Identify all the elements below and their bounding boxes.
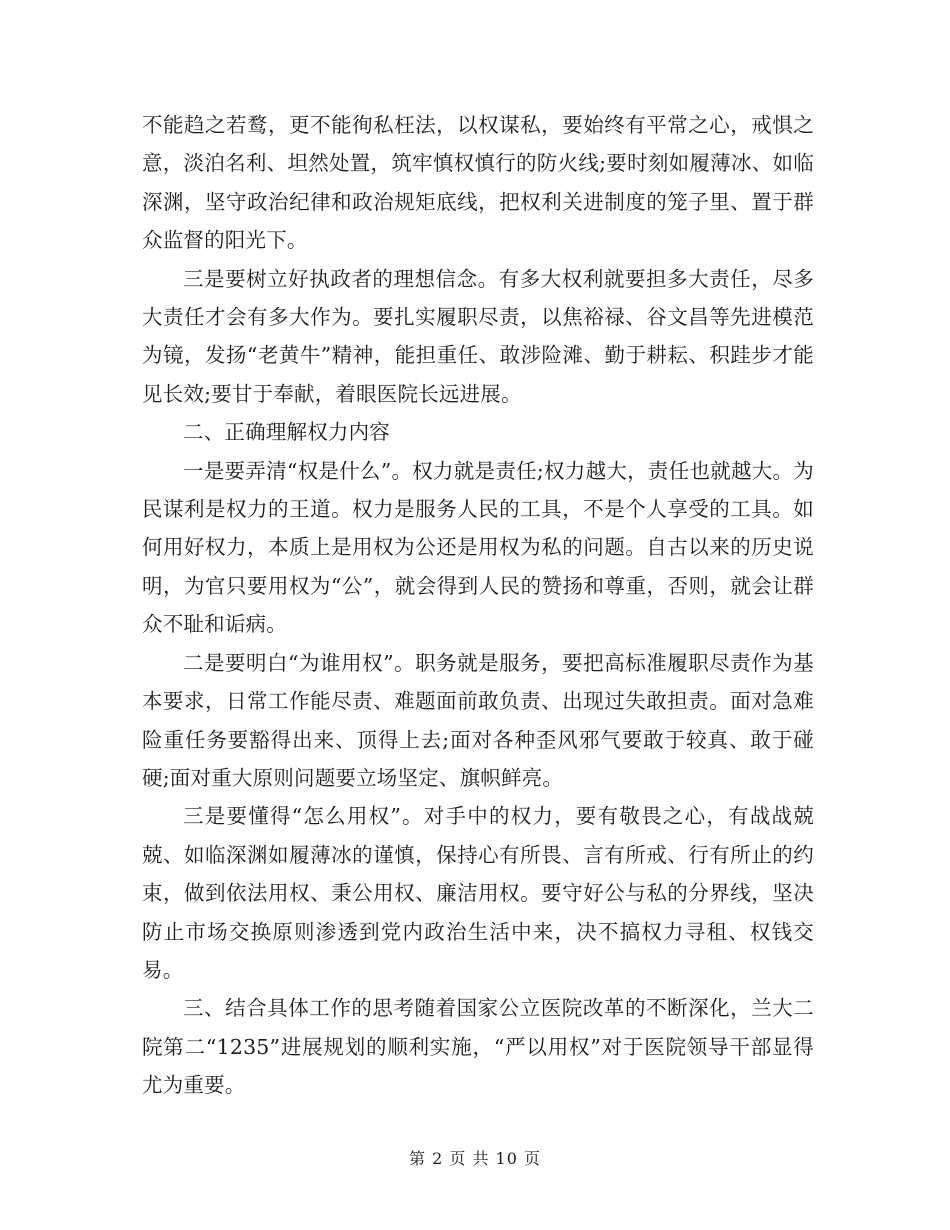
paragraph-how-to-use-power: 三是要懂得“怎么用权”。对手中的权力，要有敬畏之心，有战战兢兢、如临深渊如履薄冰的谨慎，保持心有所畏、言有所戒、行有所止的约束，做到依法用权、秉公用权、廉洁用权。要守好公与私的分界线，坚决防止市场交换原则渗透到党内政治生活中来，决不搞权力寻租、权钱交易。	[142, 804, 814, 982]
section-heading-3-paragraph: 三、结合具体工作的思考随着国家公立医院改革的不断深化，兰大二院第二“1235”进展规划的顺利实施，“严以用权”对于医院领导干部显得尤为重要。	[142, 996, 814, 1098]
document-body	[142, 106, 814, 1105]
paragraph-ideal-belief: 三是要树立好执政者的理想信念。有多大权利就要担多大责任，尽多大责任才会有多大作为。要扎实履职尽责，以焦裕禄、谷文昌等先进模范为镜，发扬“老黄牛”精神，能担重任、敢涉险滩、勤于耕耘、积跬步才能见长效;要甘于奉献，着眼医院长远进展。	[142, 266, 814, 406]
paragraph-for-whom-power: 二是要明白“为谁用权”。职务就是服务，要把高标准履职尽责作为基本要求，日常工作能尽责、难题面前敢负责、出现过失敢担责。面对急难险重任务要豁得出来、顶得上去;面对各种歪风邪气要敢于较真、敢于碰硬;面对重大原则问题要立场坚定、旗帜鲜亮。	[142, 650, 814, 790]
paragraph-what-is-power: 一是要弄清“权是什么”。权力就是责任;权力越大，责任也就越大。为民谋利是权力的王道。权力是服务人民的工具，不是个人享受的工具。如何用好权力，本质上是用权为公还是用权为私的问题。自古以来的历史说明，为官只要用权为“公”，就会得到人民的赞扬和尊重，否则，就会让群众不耻和诟病。	[142, 458, 814, 637]
paragraph-1-continuation: 不能趋之若鹜，更不能徇私枉法，以权谋私，要始终有平常之心，戒惧之意，淡泊名利、坦然处置，筑牢慎权慎行的防火线;要时刻如履薄冰、如临深渊，坚守政治纪律和政治规矩底线，把权利关进制度的笼子里、置于群众监督的阳光下。	[142, 113, 814, 253]
section-heading-2: 二、正确理解权力内容	[183, 420, 390, 445]
page-number-footer: 第 2 页 共 10 页	[409, 1149, 541, 1168]
